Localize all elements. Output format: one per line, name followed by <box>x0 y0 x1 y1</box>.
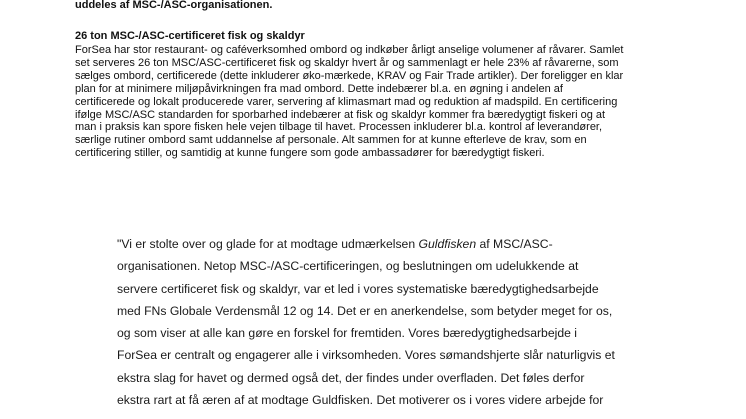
quote-emphasis: Guldfisken <box>418 237 477 251</box>
body-line: plan for at minimere miljøpåvirkningen fra mad ombord. Dette indebærer bl.a. en øgning i andelen af <box>75 82 563 95</box>
quote-line: ekstra rart at få æren af at modtage Guldfisken. Det motiverer os i vores videre arbejde for <box>117 393 604 408</box>
body-line: set serveres 26 ton MSC/ASC-certificeret fisk og skaldyr hvert år og sammenlagt er hele 23% af råvarerne, som <box>75 56 619 69</box>
quote-block <box>117 233 717 411</box>
body-line: ifølge MSC/ASC standarden for sporbarhed indebærer at fisk og skaldyr kommer fra bæredygtigt fiskeri og at <box>75 108 606 121</box>
body-line: certificering stiller, og samtidig at kunne fungere som gode ambassadører for bæredygtigt fiskeri. <box>75 147 545 160</box>
body-line: særlige rutiner ombord samt uddannelse af personale. Alt sammen for at kunne efterleve de krav, som en <box>75 134 587 147</box>
body-line: sælges ombord, certificerede (dette inkluderer øko-mærkede, KRAV og Fair Trade artikler). Der foreligger en klar <box>75 69 624 82</box>
body-line: certificerede og lokalt producerede varer, servering af klimasmart mad og reduktion af madspild. En certificering <box>75 95 618 108</box>
quote-line: med FNs Globale Verdensmål 12 og 14. Det er en anerkendelse, som betyder meget for os, <box>117 303 613 318</box>
quote-line <box>117 233 717 255</box>
quote-text: "Vi er stolte over og glade for at modtage udmærkelsen <box>117 237 419 251</box>
body-paragraph <box>75 44 685 160</box>
quote-line: ForSea er centralt og engagerer alle i virksomheden. Vores sømandshjerte slår naturligvis et <box>117 348 615 363</box>
quote-line: ekstra slag for havet og dermed også det, der findes under overfladen. Det føles derfor <box>117 370 585 385</box>
section-heading: 26 ton MSC-/ASC-certificeret fisk og skaldyr <box>75 30 305 42</box>
quote-line: organisationen. Netop MSC-/ASC-certificeringen, og beslutningen om udelukkende at <box>117 259 579 274</box>
quote-line: servere certificeret fisk og skaldyr, var et led i vores systematiske bæredygtighedsarbejde <box>117 281 599 296</box>
body-line: man i praksis kan spore fisken hele vejen tilbage til havet. Processen inkluderer bl.a. kontrol af leverandører, <box>75 121 603 134</box>
quote-line: og som viser at alle kan gøre en forskel for fremtiden. Vores bæredygtighedsarbejde i <box>117 326 577 341</box>
body-line: ForSea har stor restaurant- og caféverksomhed ombord og indkøber årligt anselige volumener af råvarer. Samlet <box>75 44 624 56</box>
quote-text: af MSC/ASC- <box>476 237 553 251</box>
intro-line: uddeles af MSC-/ASC-organisationen. <box>75 0 273 11</box>
